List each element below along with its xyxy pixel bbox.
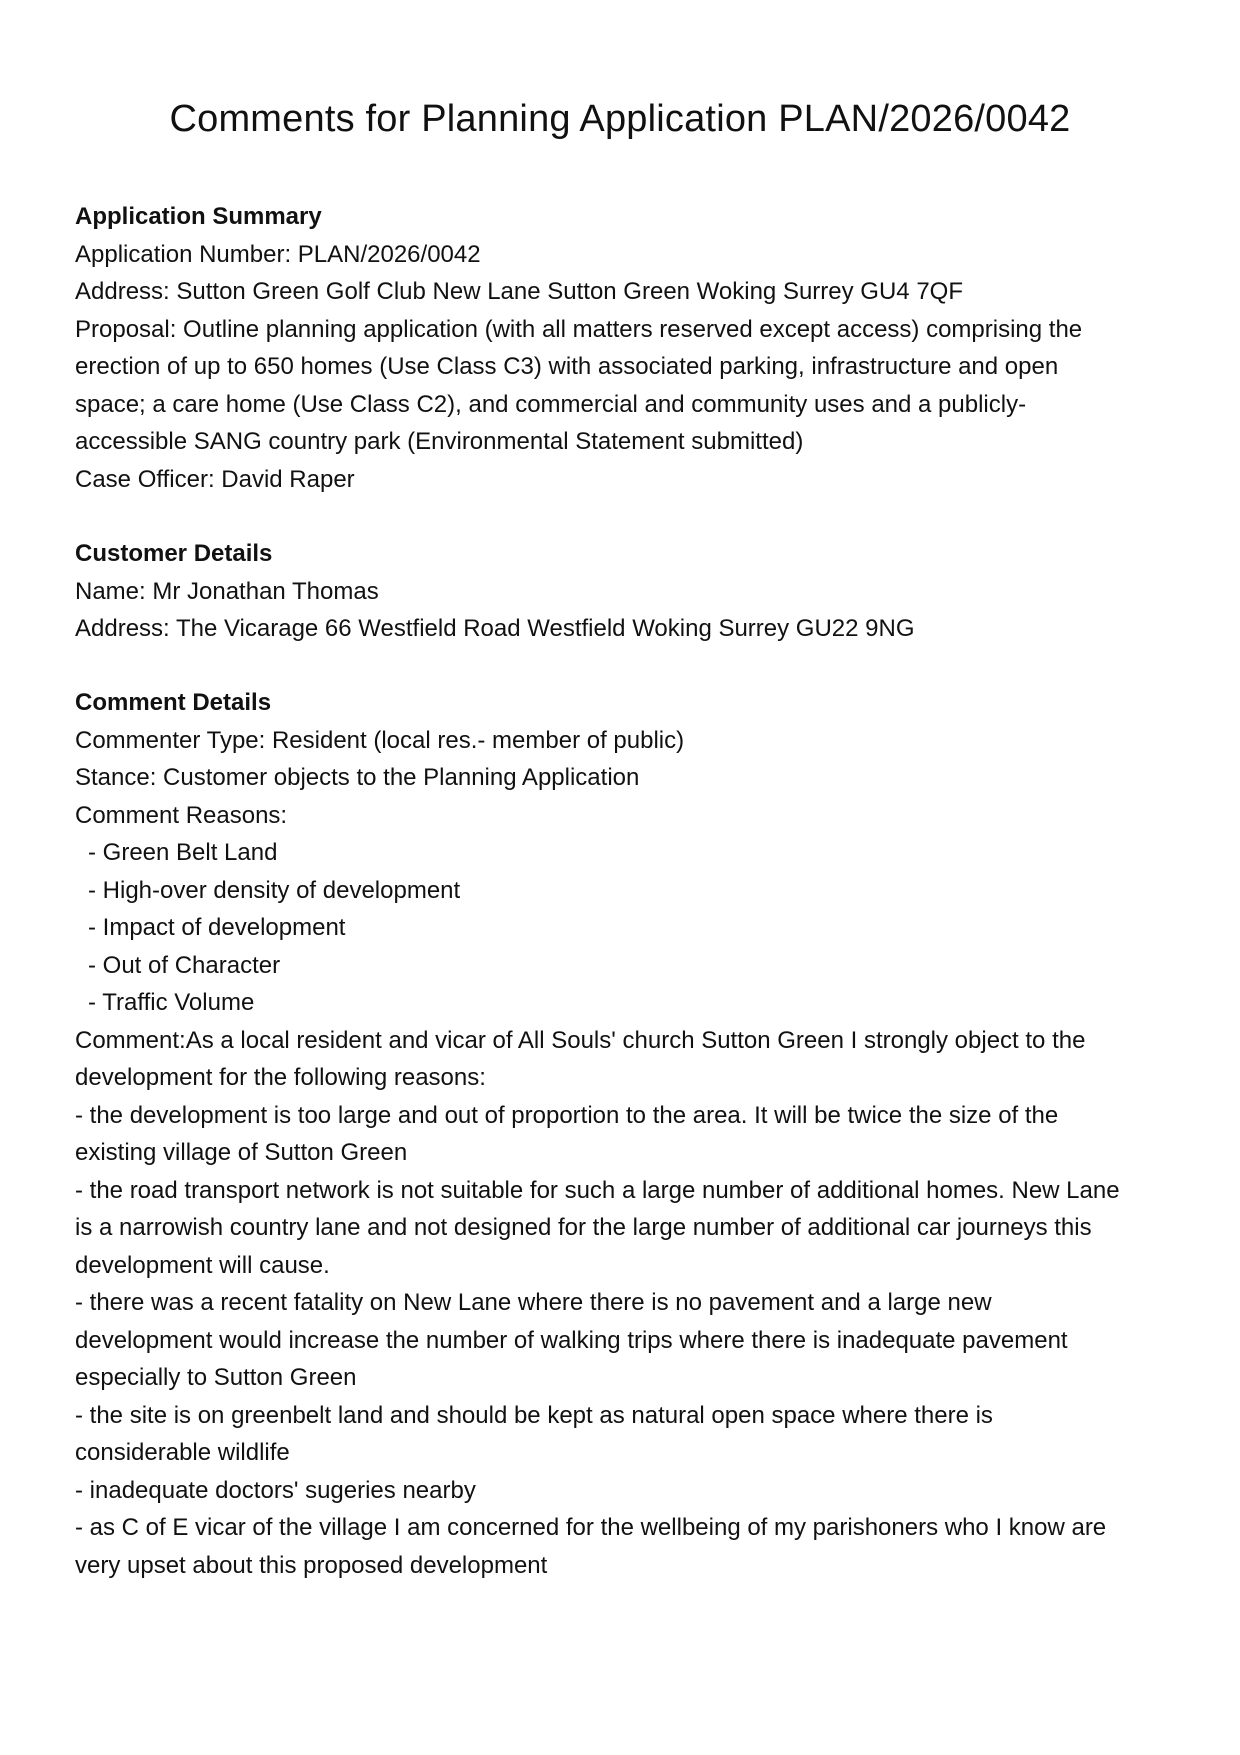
proposal-line: Proposal: Outline planning application (with all matters reserved except access) comprising the <box>75 315 1083 343</box>
comment-text-line: is a narrowish country lane and not designed for the large number of additional car journeys this <box>75 1214 1092 1241</box>
comment-text-line: - there was a recent fatality on New Lane where there is no pavement and a large new <box>75 1289 992 1316</box>
comment-text-line: considerable wildlife <box>75 1439 290 1466</box>
proposal-line: accessible SANG country park (Environmental Statement submitted) <box>75 428 804 455</box>
proposal-line: erection of up to 650 homes (Use Class C3) with associated parking, infrastructure and open <box>75 353 1059 380</box>
proposal-line: space; a care home (Use Class C2), and commercial and community uses and a publicly- <box>75 390 1027 418</box>
comment-text-line: very upset about this proposed development <box>75 1551 548 1579</box>
stance: Stance: Customer objects to the Planning Application <box>75 764 640 791</box>
comment-text-line: - as C of E vicar of the village I am concerned for the wellbeing of my parishoners who I know are <box>75 1514 1107 1541</box>
comment-text-line: development for the following reasons: <box>75 1064 486 1091</box>
customer-details-heading: Customer Details <box>75 540 273 567</box>
page-title: Comments for Planning Application PLAN/2026/0042 <box>169 98 1071 140</box>
comment-reason-item: - Green Belt Land <box>88 839 278 866</box>
comment-reason-item: - Impact of development <box>88 914 346 941</box>
comment-reason-item: - High-over density of development <box>88 876 461 904</box>
application-number: Application Number: PLAN/2026/0042 <box>75 240 481 268</box>
comment-text-line: - the site is on greenbelt land and should be kept as natural open space where there is <box>75 1401 993 1429</box>
customer-details-section <box>75 535 1175 648</box>
comment-details-section <box>75 684 1175 1584</box>
customer-name: Name: Mr Jonathan Thomas <box>75 577 379 605</box>
customer-address: Address: The Vicarage 66 Westfield Road Westfield Woking Surrey GU22 9NG <box>75 615 915 642</box>
comment-text-line: - the development is too large and out of proportion to the area. It will be twice the size of the <box>75 1101 1059 1129</box>
case-officer: Case Officer: David Raper <box>75 465 355 493</box>
comment-reason-item: - Out of Character <box>88 951 281 979</box>
comment-text-line: existing village of Sutton Green <box>75 1139 408 1166</box>
application-summary-section <box>75 198 1175 498</box>
comment-text-line: Comment:As a local resident and vicar of All Souls' church Sutton Green I strongly object to the <box>75 1026 1086 1054</box>
application-summary-heading: Application Summary <box>75 203 322 230</box>
comment-text-line: especially to Sutton Green <box>75 1364 357 1391</box>
comment-text-line: development will cause. <box>75 1251 330 1279</box>
commenter-type: Commenter Type: Resident (local res.- member of public) <box>75 726 685 754</box>
application-address: Address: Sutton Green Golf Club New Lane Sutton Green Woking Surrey GU4 7QF <box>75 278 963 305</box>
comment-reasons-label: Comment Reasons: <box>75 801 288 829</box>
comment-text-line: development would increase the number of walking trips where there is inadequate pavement <box>75 1326 1068 1354</box>
comment-reason-item: - Traffic Volume <box>88 989 255 1016</box>
comment-text-line: - inadequate doctors' sugeries nearby <box>75 1476 476 1504</box>
comment-text-line: - the road transport network is not suitable for such a large number of additional homes. New Lane <box>75 1176 1120 1204</box>
comment-details-heading: Comment Details <box>75 689 272 716</box>
